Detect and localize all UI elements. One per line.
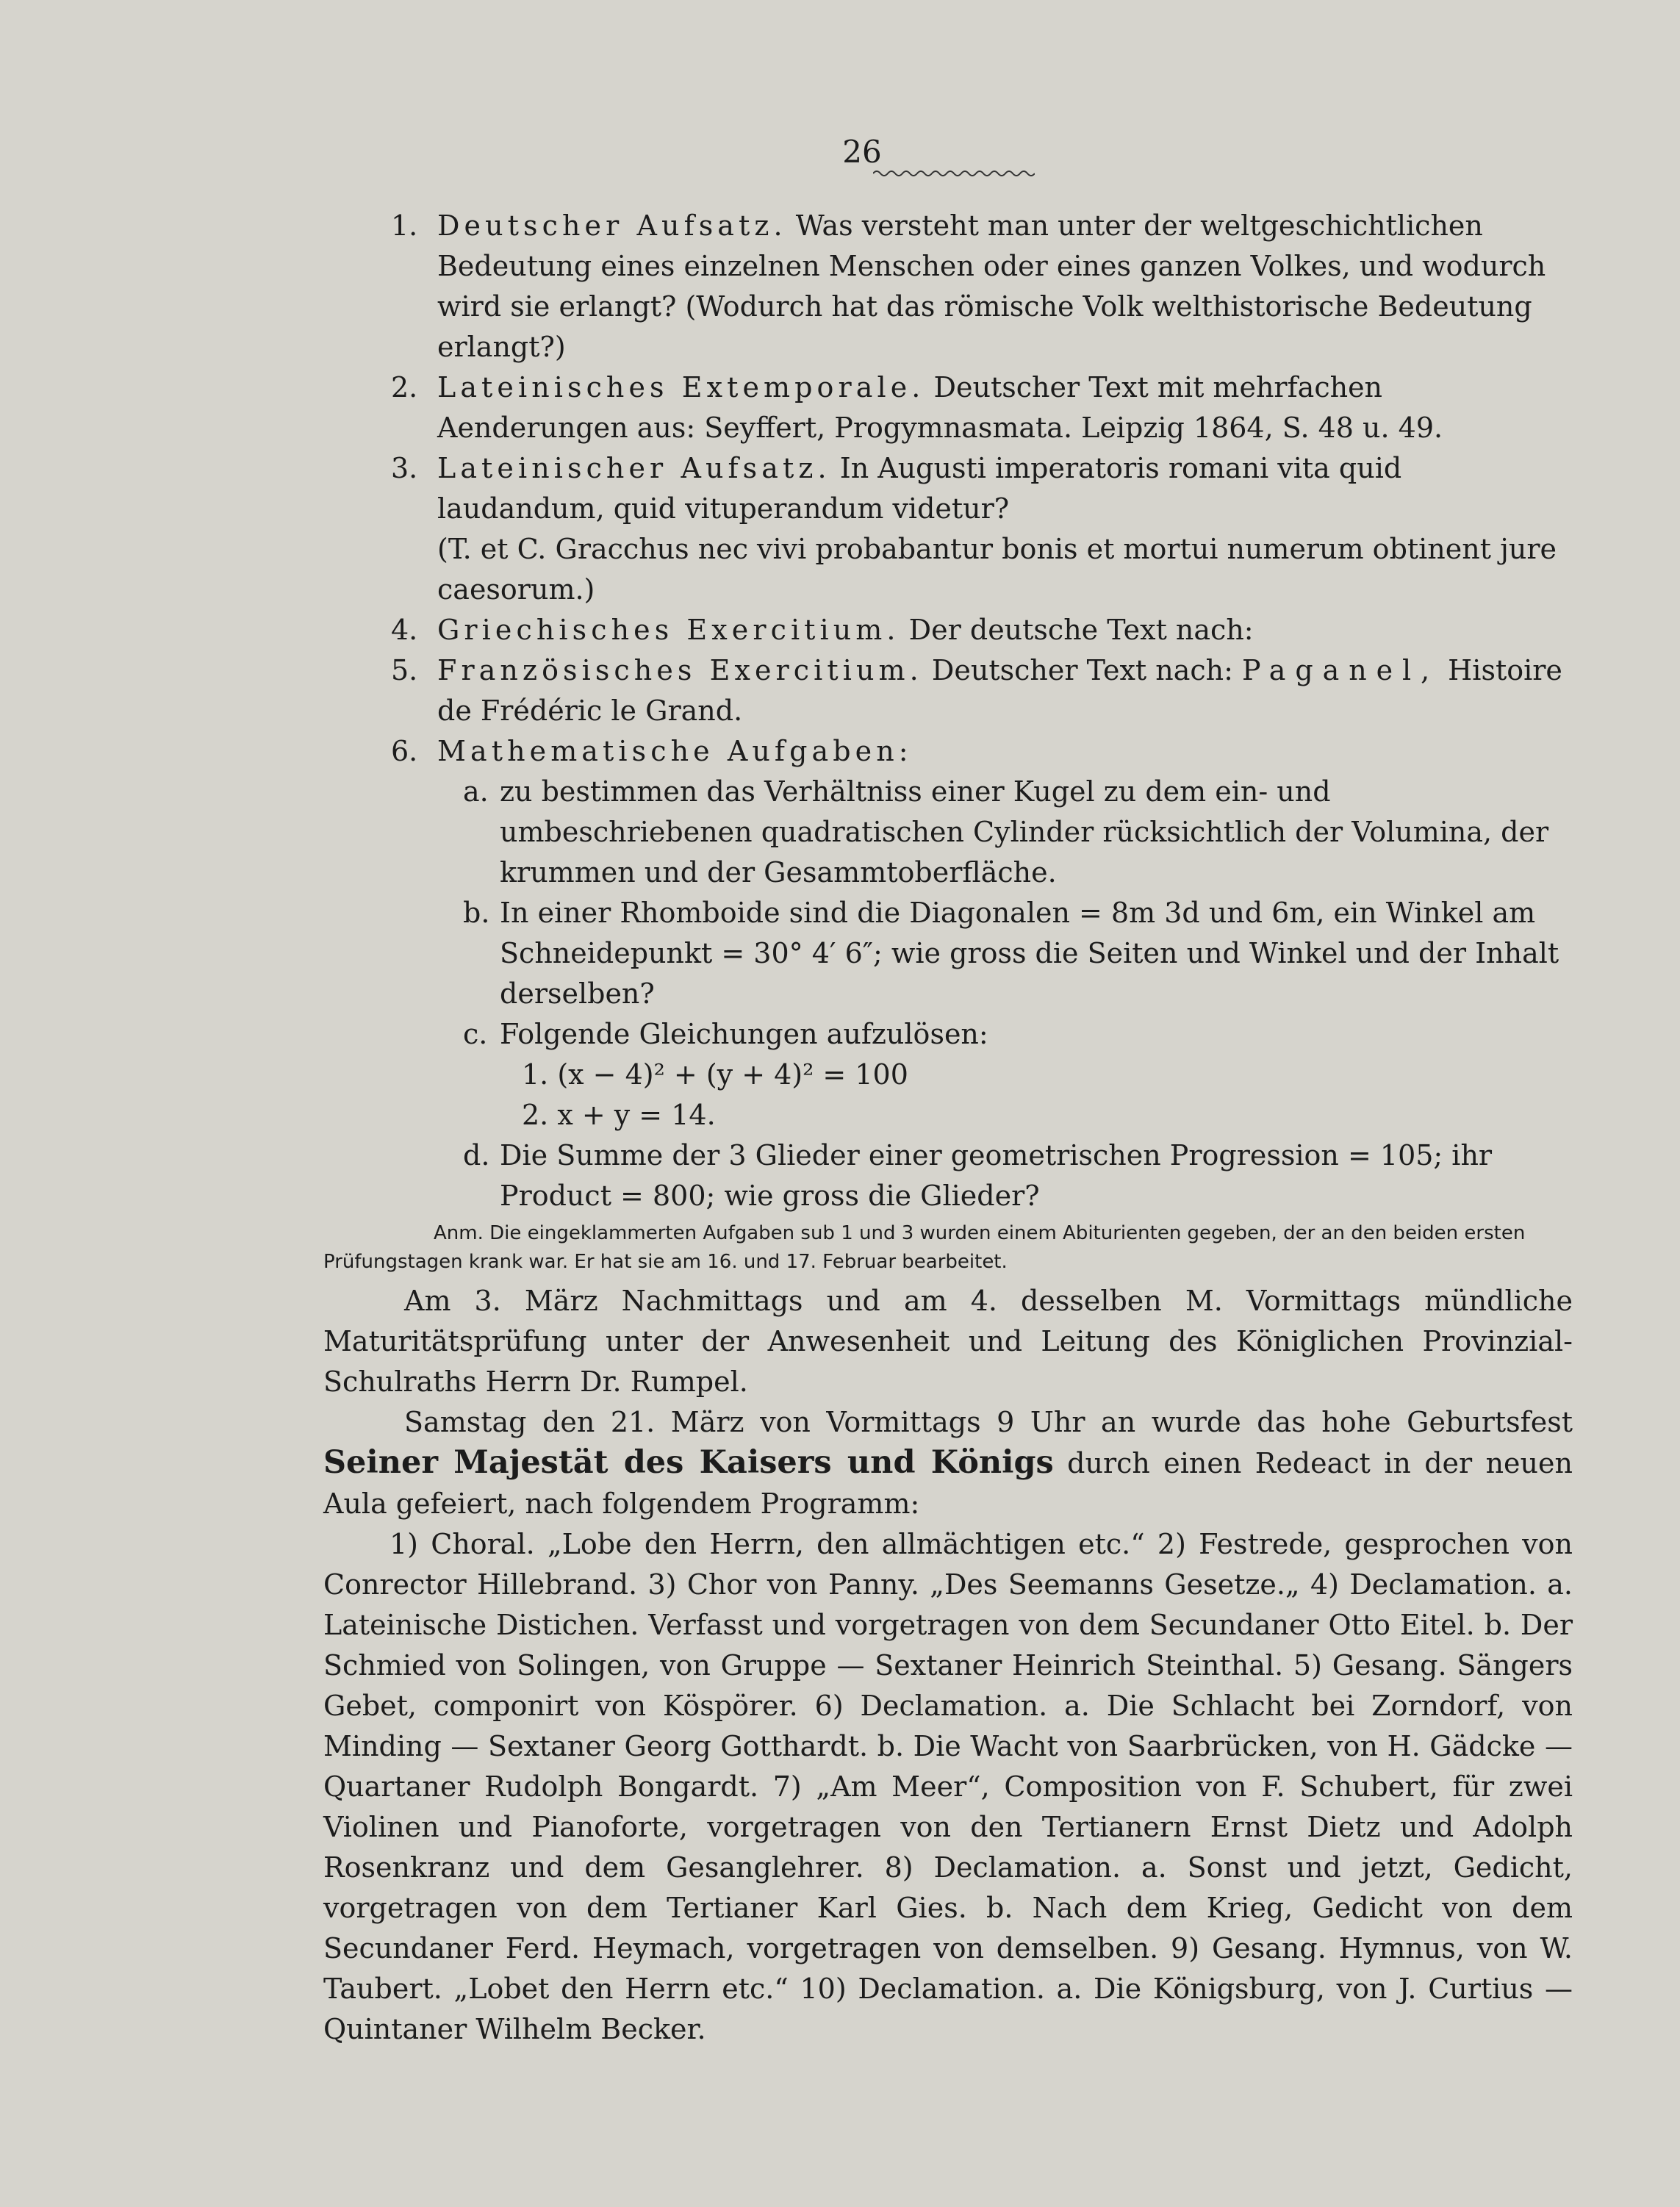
footnote <box>323 1219 1573 1277</box>
list-item <box>323 367 1573 448</box>
equation: 2. x + y = 14. <box>522 1099 716 1131</box>
list-item <box>323 731 1573 772</box>
math-task <box>323 1014 1573 1055</box>
item-author: Paganel, <box>1242 654 1440 686</box>
decorative-wavy-rule <box>873 168 1035 179</box>
math-task-text: Die Summe der 3 Glieder einer geometrischen Progression = 105; ihr Product = 800; wie gross die Glieder? <box>500 1139 1493 1212</box>
item-number: 3. <box>391 452 418 484</box>
math-task-label: b. <box>463 897 490 929</box>
item-title: Deutscher Aufsatz. <box>437 209 787 242</box>
footnote-text: Die eingeklammerten Aufgaben sub 1 und 3 wurden einem Abiturienten gegeben, der an den beiden ersten Prüfungstagen krank war. Er hat sie am 16. und 17. Februar bearbeitet. <box>323 1222 1526 1273</box>
page-number: 26 <box>842 134 882 170</box>
list-item <box>323 610 1573 650</box>
item-title: Mathematische Aufgaben: <box>437 735 913 767</box>
math-task-label: a. <box>463 775 489 808</box>
paragraph-bold: Seiner Majestät des Kaisers und Königs <box>323 1444 1054 1481</box>
item-text: Der deutsche Text nach: <box>900 614 1254 646</box>
paragraph: Am 3. März Nachmittags und am 4. desselben M. Vormittags mündliche Maturitätsprüfung unter der Anwesenheit und Leitung des Königlichen Provinzial-Schulraths Herrn Dr. Rumpel. <box>323 1285 1573 1398</box>
item-number: 4. <box>391 614 418 646</box>
paragraph-text: durch einen Redeact in der neuen Aula gefeiert, nach folgendem Programm: <box>323 1447 1573 1520</box>
math-task <box>323 1135 1573 1216</box>
item-number: 5. <box>391 654 418 686</box>
list-item <box>323 448 1573 610</box>
item-title: Griechisches Exercitium. <box>437 614 900 646</box>
item-number: 2. <box>391 371 418 403</box>
math-task <box>323 772 1573 893</box>
item-number: 1. <box>391 209 418 242</box>
footnote-label: Anm. <box>434 1222 484 1244</box>
item-extra: (T. et C. Gracchus nec vivi probabantur bonis et mortui numerum obtinent jure caesorum.) <box>437 533 1557 606</box>
item-text-2: Histoire de Frédéric le Grand. <box>437 654 1562 727</box>
math-task-text: zu bestimmen das Verhältniss einer Kugel zu dem ein- und umbeschriebenen quadratischen Cylinder rücksichtlich der Volumina, der krummen und der Gesammtoberfläche. <box>500 775 1549 889</box>
math-task-label: d. <box>463 1139 490 1171</box>
item-text: Was versteht man unter der weltgeschichtlichen Bedeutung eines einzelnen Menschen oder eines ganzen Volkes, und wodurch wird sie erlangt? (Wodurch hat das römische Volk welthistorische Bedeutung erlangt?) <box>437 209 1546 363</box>
list-item <box>323 650 1573 731</box>
equation: 1. (x − 4)² + (y + 4)² = 100 <box>522 1058 908 1091</box>
math-task-label: c. <box>463 1018 488 1050</box>
item-text: Deutscher Text nach: <box>922 654 1243 686</box>
math-task-text: In einer Rhomboide sind die Diagonalen = 8m 3d und 6m, ein Winkel am Schneidepunkt = 30° 4′ 6″; wie gross die Seiten und Winkel und der Inhalt derselben? <box>500 897 1559 1010</box>
list-item <box>323 206 1573 367</box>
item-text: In Augusti imperatoris romani vita quid laudandum, quid vituperandum videtur? <box>437 452 1402 525</box>
item-title: Lateinisches Extemporale. <box>437 371 925 403</box>
program-text: 1) Choral. „Lobe den Herrn, den allmächtigen etc.“ 2) Festrede, gesprochen von Conrector Hillebrand. 3) Chor von Panny. „Des Seemanns Gesetze.„ 4) Declamation. a. Lateinische Distichen. Verfasst und vorgetragen von dem Secundaner Otto Eitel. b. Der Schmied von Solingen, von Gruppe — Sextaner Heinrich Steinthal. 5) Gesang. Sängers Gebet, componirt von Köspörer. 6) Declamation. a. Die Schlacht bei Zorndorf, von Minding — Sextaner Georg Gotthardt. b. Die Wacht von Saarbrücken, von H. Gädcke — Quartaner Rudolph Bongardt. 7) „Am Meer“, Composition von F. Schubert, für zwei Violinen und Pianoforte, vorgetragen von den Tertianern Ernst Dietz und Adolph Rosenkranz und dem Gesanglehrer. 8) Declamation. a. Sonst und jetzt, Gedicht, vorgetragen von dem Tertianer Karl Gies. b. Nach dem Krieg, Gedicht von dem Secundaner Ferd. Heymach, vorgetragen von demselben. 9) Gesang. Hymnus, von W. Taubert. „Lobet den Herrn etc.“ 10) Declamation. a. Die Königsburg, von J. Curtius — Quintaner Wilhelm Becker. <box>323 1528 1573 2045</box>
paragraph-text: Samstag den 21. März von Vormittags 9 Uhr an wurde das hohe Geburtsfest <box>404 1406 1573 1438</box>
math-task-text: Folgende Gleichungen aufzulösen: <box>500 1018 988 1050</box>
page-content <box>323 206 1573 2050</box>
item-title: Französisches Exercitium. <box>437 654 923 686</box>
paragraph <box>323 1402 1573 1524</box>
math-task <box>323 893 1573 1014</box>
item-number: 6. <box>391 735 418 767</box>
item-title: Lateinischer Aufsatz. <box>437 452 831 484</box>
item-text: Deutscher Text mit mehrfachen Aenderungen aus: Seyffert, Progymnasmata. Leipzig 1864, S. 48 u. 49. <box>437 371 1443 444</box>
